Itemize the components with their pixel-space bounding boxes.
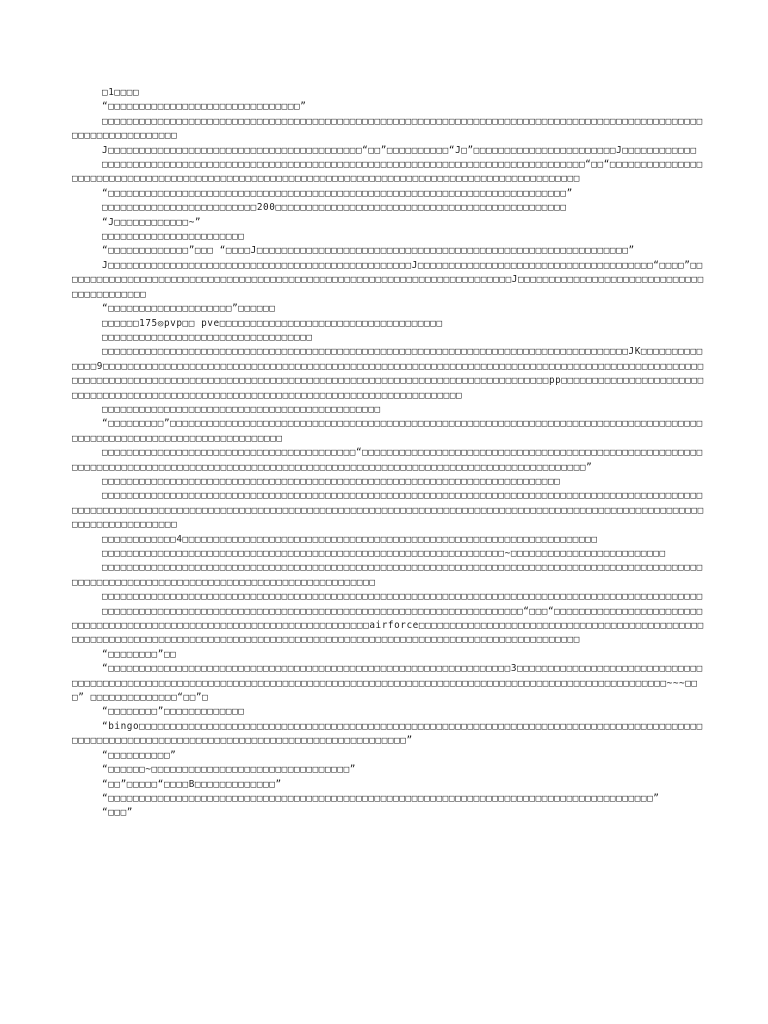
- paragraph: “□□□□□□□□□”□□□□□□□□□□□□□□□□□□□□□□□□□□□□□□□□□□□□□□□□□□□□□□□□□□□□□□□□□□□□□□□□□□□□□□□□□□□□□□□□□□□□□□□□□□□□□□□□□□□□□□□□□□□□□□□□□□□□□□□□: [72, 418, 703, 444]
- paragraph: “□□□□□□□□”□□□□□□□□□□□□□: [102, 706, 245, 718]
- paragraph: □□□□□□□□□□□□□□□□□□□□□□□□□□□□□□□□□□□□□□□□□□□□□□□□□□□□□□□□□□□□□□□□□□□□□□□□□□: [102, 475, 561, 487]
- paragraph: “□□□□□□□□□□□□□□□□□□□□□□□□□□□□□□□”: [102, 101, 307, 113]
- paragraph: □□□□□□□□□□□□□□□□□□□□□□□□□□□□□□□□□□□□□□□□□□□□□□□□□□□□□□□□□□□□□□□□□~□□□□□□□□□□□□□□□□□□□□□□□□□: [102, 548, 666, 559]
- paragraph: “□□□□□□□□”□□: [102, 648, 177, 660]
- paragraph: J□□□□□□□□□□□□□□□□□□□□□□□□□□□□□□□□□□□□□□□□□“□□”□□□□□□□□□□“J□”□□□□□□□□□□□□□□□□□□□□□□□J□□□□□□□□□□□□: [102, 144, 697, 156]
- paragraph: □□□□□□□□□□□□4□□□□□□□□□□□□□□□□□□□□□□□□□□□□□□□□□□□□□□□□□□□□□□□□□□□□□□□□□□□□□□□□□□□: [102, 533, 598, 545]
- paragraph: □□□□□□□□□□□□□□□□□□□□□□□□□□□□□□□□□□□□□□□□□□□□□□□□□□□□□□□□□□□□□□□□□□□□“□□□“□□□□□□□□□□□□□□□□□□□□□□□□□□□□□□□□□□□□□□□□□□□□□□□□□□□□□□□□□□□□□□□□□□□□□□□□airforce□□□□□□□□□□□□□□□□□□□□□□□□□□□□□□□□□□□□□□□□□□□□□□□□□□□□□□□□□□□□□□□□□□□□□□□□□□□□□□□□□□□□□□□□□□□□□□□□□□□□□□□□□□□□□□□□□□□□□□□□□□□□□□□□: [72, 605, 704, 646]
- paragraph: □□□□□□□□□□□□□□□□□□□□□□□□□200□□□□□□□□□□□□□□□□□□□□□□□□□□□□□□□□□□□□□□□□□□□□□□□: [102, 202, 567, 214]
- paragraph: □□□□□□□□□□□□□□□□□□□□□□□: [102, 231, 245, 243]
- paragraph: □□□□□□□□□□□□□□□□□□□□□□□□□□□□□□□□□□□□□□□□□□□□□□□□□□□□□□□□□□□□□□□□□□□□□□□□□□□□□□□□□□□□□□□□□□□□□□□□□□□□□□□□□□□□□□□□□□□□□□□□□□□□□□□□□□□□□□□□□□□□□□□□□□□□□□□□□□□□□□□□□□□□□□□□□□□□□□□□□□□□□□□□□□□□□□□□□□□□□□□□□□□□□□□□□□□□□□□□: [72, 490, 704, 531]
- paragraph: “□□□□□□□□□□□□□□□□□□□□”□□□□□□: [102, 303, 276, 315]
- paragraph: □□□□□□□□□□□□□□□□□□□□□□□□□□□□□□□□□□□□□□□□□□□□□□□□□□□□□□□□□□□□□□□□□□□□□□□□□□□□□□□□□□□□□□□□□□□□□□□□□□□□□□□□□□□□□□□□□□: [72, 115, 703, 142]
- paragraph: □1□□□□: [102, 87, 140, 98]
- paragraph: □□□□□□175◎pvp□□ pve□□□□□□□□□□□□□□□□□□□□□□□□□□□□□□□□□□□□: [102, 317, 443, 329]
- paragraph: □□□□□□□□□□□□□□□□□□□□□□□□□□□□□□□□□□: [102, 331, 313, 343]
- paragraph: □□□□□□□□□□□□□□□□□□□□□□□□□□□□□□□□□□□□□□□□□□□□□□□□□□□□□□□□□□□□□□□□□□□□□□□□□□□□□□□□□□□□□□□□□□□□□□□□□□□□□□□□□□□□□□□□□□□□□□□□□□□□□□□□□□□□□□□□□□□□□□□□□□: [72, 562, 703, 588]
- paragraph: “bingo□□□□□□□□□□□□□□□□□□□□□□□□□□□□□□□□□□□□□□□□□□□□□□□□□□□□□□□□□□□□□□□□□□□□□□□□□□□□□□□□□□□□□□□□□□□□□□□□□□□□□□□□□□□□□□□□□□□□□□□□□□□□□□□□□□□□□□□□□□□□□□□□□”: [72, 720, 703, 747]
- paragraph: □□□□□□□□□□□□□□□□□□□□□□□□□□□□□□□□□□□□□□□□□□□□□□□□□□□□□□□□□□□□□□□□□□□□□□□□□□□□□□“□□“□□□□□□□□□□□□□□□□□□□□□□□□□□□□□□□□□□□□□□□□□□□□□□□□□□□□□□□□□□□□□□□□□□□□□□□□□□□□□□□□□□□□□□□□□□□□□□□□□: [72, 159, 703, 185]
- document-page: [72, 86, 708, 821]
- paragraph: “□□□□□□□□□□□□□”□□□ “□□□□J□□□□□□□□□□□□□□□□□□□□□□□□□□□□□□□□□□□□□□□□□□□□□□□□□□□□□□□□□□□□”: [102, 245, 635, 257]
- paragraph: □□□□□□□□□□□□□□□□□□□□□□□□□□□□□□□□□□□□□□□□□“□□□□□□□□□□□□□□□□□□□□□□□□□□□□□□□□□□□□□□□□□□□□□□□□□□□□□□□□□□□□□□□□□□□□□□□□□□□□□□□□□□□□□□□□□□□□□□□□□□□□□□□□□□□□□□□□□□□□□□□□□□□□□□□□□□□□□□□□□□”: [72, 447, 703, 473]
- paragraph: “□□□□□□□□□□□□□□□□□□□□□□□□□□□□□□□□□□□□□□□□□□□□□□□□□□□□□□□□□□□□□□□□□□□□□□□□□□□□□□□□□□□□□□□□”: [102, 792, 660, 804]
- paragraph: “□□□□□□□□□□”: [102, 749, 177, 761]
- paragraph: “□□”□□□□□“□□□□B□□□□□□□□□□□□□”: [102, 778, 282, 790]
- paragraph: J□□□□□□□□□□□□□□□□□□□□□□□□□□□□□□□□□□□□□□□□□□□□□□□□□J□□□□□□□□□□□□□□□□□□□□□□□□□□□□□□□□□□□□□□“□□□□”□□□□□□□□□□□□□□□□□□□□□□□□□□□□□□□□□□□□□□□□□□□□□□□□□□□□□□□□□□□□□□□□□□□□□□□□□J□□□□□□□□□□□□□□□□□□□□□□□□□□□□□□□□□□□□□□□□□□: [72, 259, 704, 300]
- paragraph: “J□□□□□□□□□□□□~”: [102, 216, 202, 228]
- paragraph: □□□□□□□□□□□□□□□□□□□□□□□□□□□□□□□□□□□□□□□□□□□□□: [102, 403, 381, 415]
- paragraph: “□□□”: [102, 807, 133, 819]
- paragraph: □□□□□□□□□□□□□□□□□□□□□□□□□□□□□□□□□□□□□□□□□□□□□□□□□□□□□□□□□□□□□□□□□□□□□□□□□□□□□□□□□□□□□JK□□□□□□□□□□□□□□9□□□□□□□□□□□□□□□□□□□□□□□□□□□□□□□□□□□□□□□□□□□□□□□□□□□□□□□□□□□□□□□□□□□□□□□□□□□□□□□□□□□□□□□□□□□□□□□□□□□□□□□□□□□□□□□□□□□□□□□□□□□□□□□□□□□□□□□□□□□□□□□□□□□□□□□□□□□□□□□□□□□□□□□□□□□□□□pp□□□□□□□□□□□□□□□□□□□□□□□□□□□□□□□□□□□□□□□□□□□□□□□□□□□□□□□□□□□□□□□□□□□□□□□□□□□□□□□□□□□□□□: [72, 346, 704, 401]
- paragraph: “□□□□□□~□□□□□□□□□□□□□□□□□□□□□□□□□□□□□□□□”: [102, 764, 356, 776]
- paragraph: □□□□□□□□□□□□□□□□□□□□□□□□□□□□□□□□□□□□□□□□□□□□□□□□□□□□□□□□□□□□□□□□□□□□□□□□□□□□□□□□□□□□□□□□□□□□□□□□□: [102, 591, 703, 603]
- paragraph: “□□□□□□□□□□□□□□□□□□□□□□□□□□□□□□□□□□□□□□□□□□□□□□□□□□□□□□□□□□□□□□□□□□□□□□□□□□”: [102, 187, 573, 199]
- paragraph: “□□□□□□□□□□□□□□□□□□□□□□□□□□□□□□□□□□□□□□□□□□□□□□□□□□□□□□□□□□□□□□□□□3□□□□□□□□□□□□□□□□□□□□□□□□□□□□□□□□□□□□□□□□□□□□□□□□□□□□□□□□□□□□□□□□□□□□□□□□□□□□□□□□□□□□□□□□□□□□□□□□□□□□□□□□□□□□□□□□□□□□□□□□□□□□□□~~~□□□” □□□□□□□□□□□□□□“□□”□: [72, 663, 703, 704]
